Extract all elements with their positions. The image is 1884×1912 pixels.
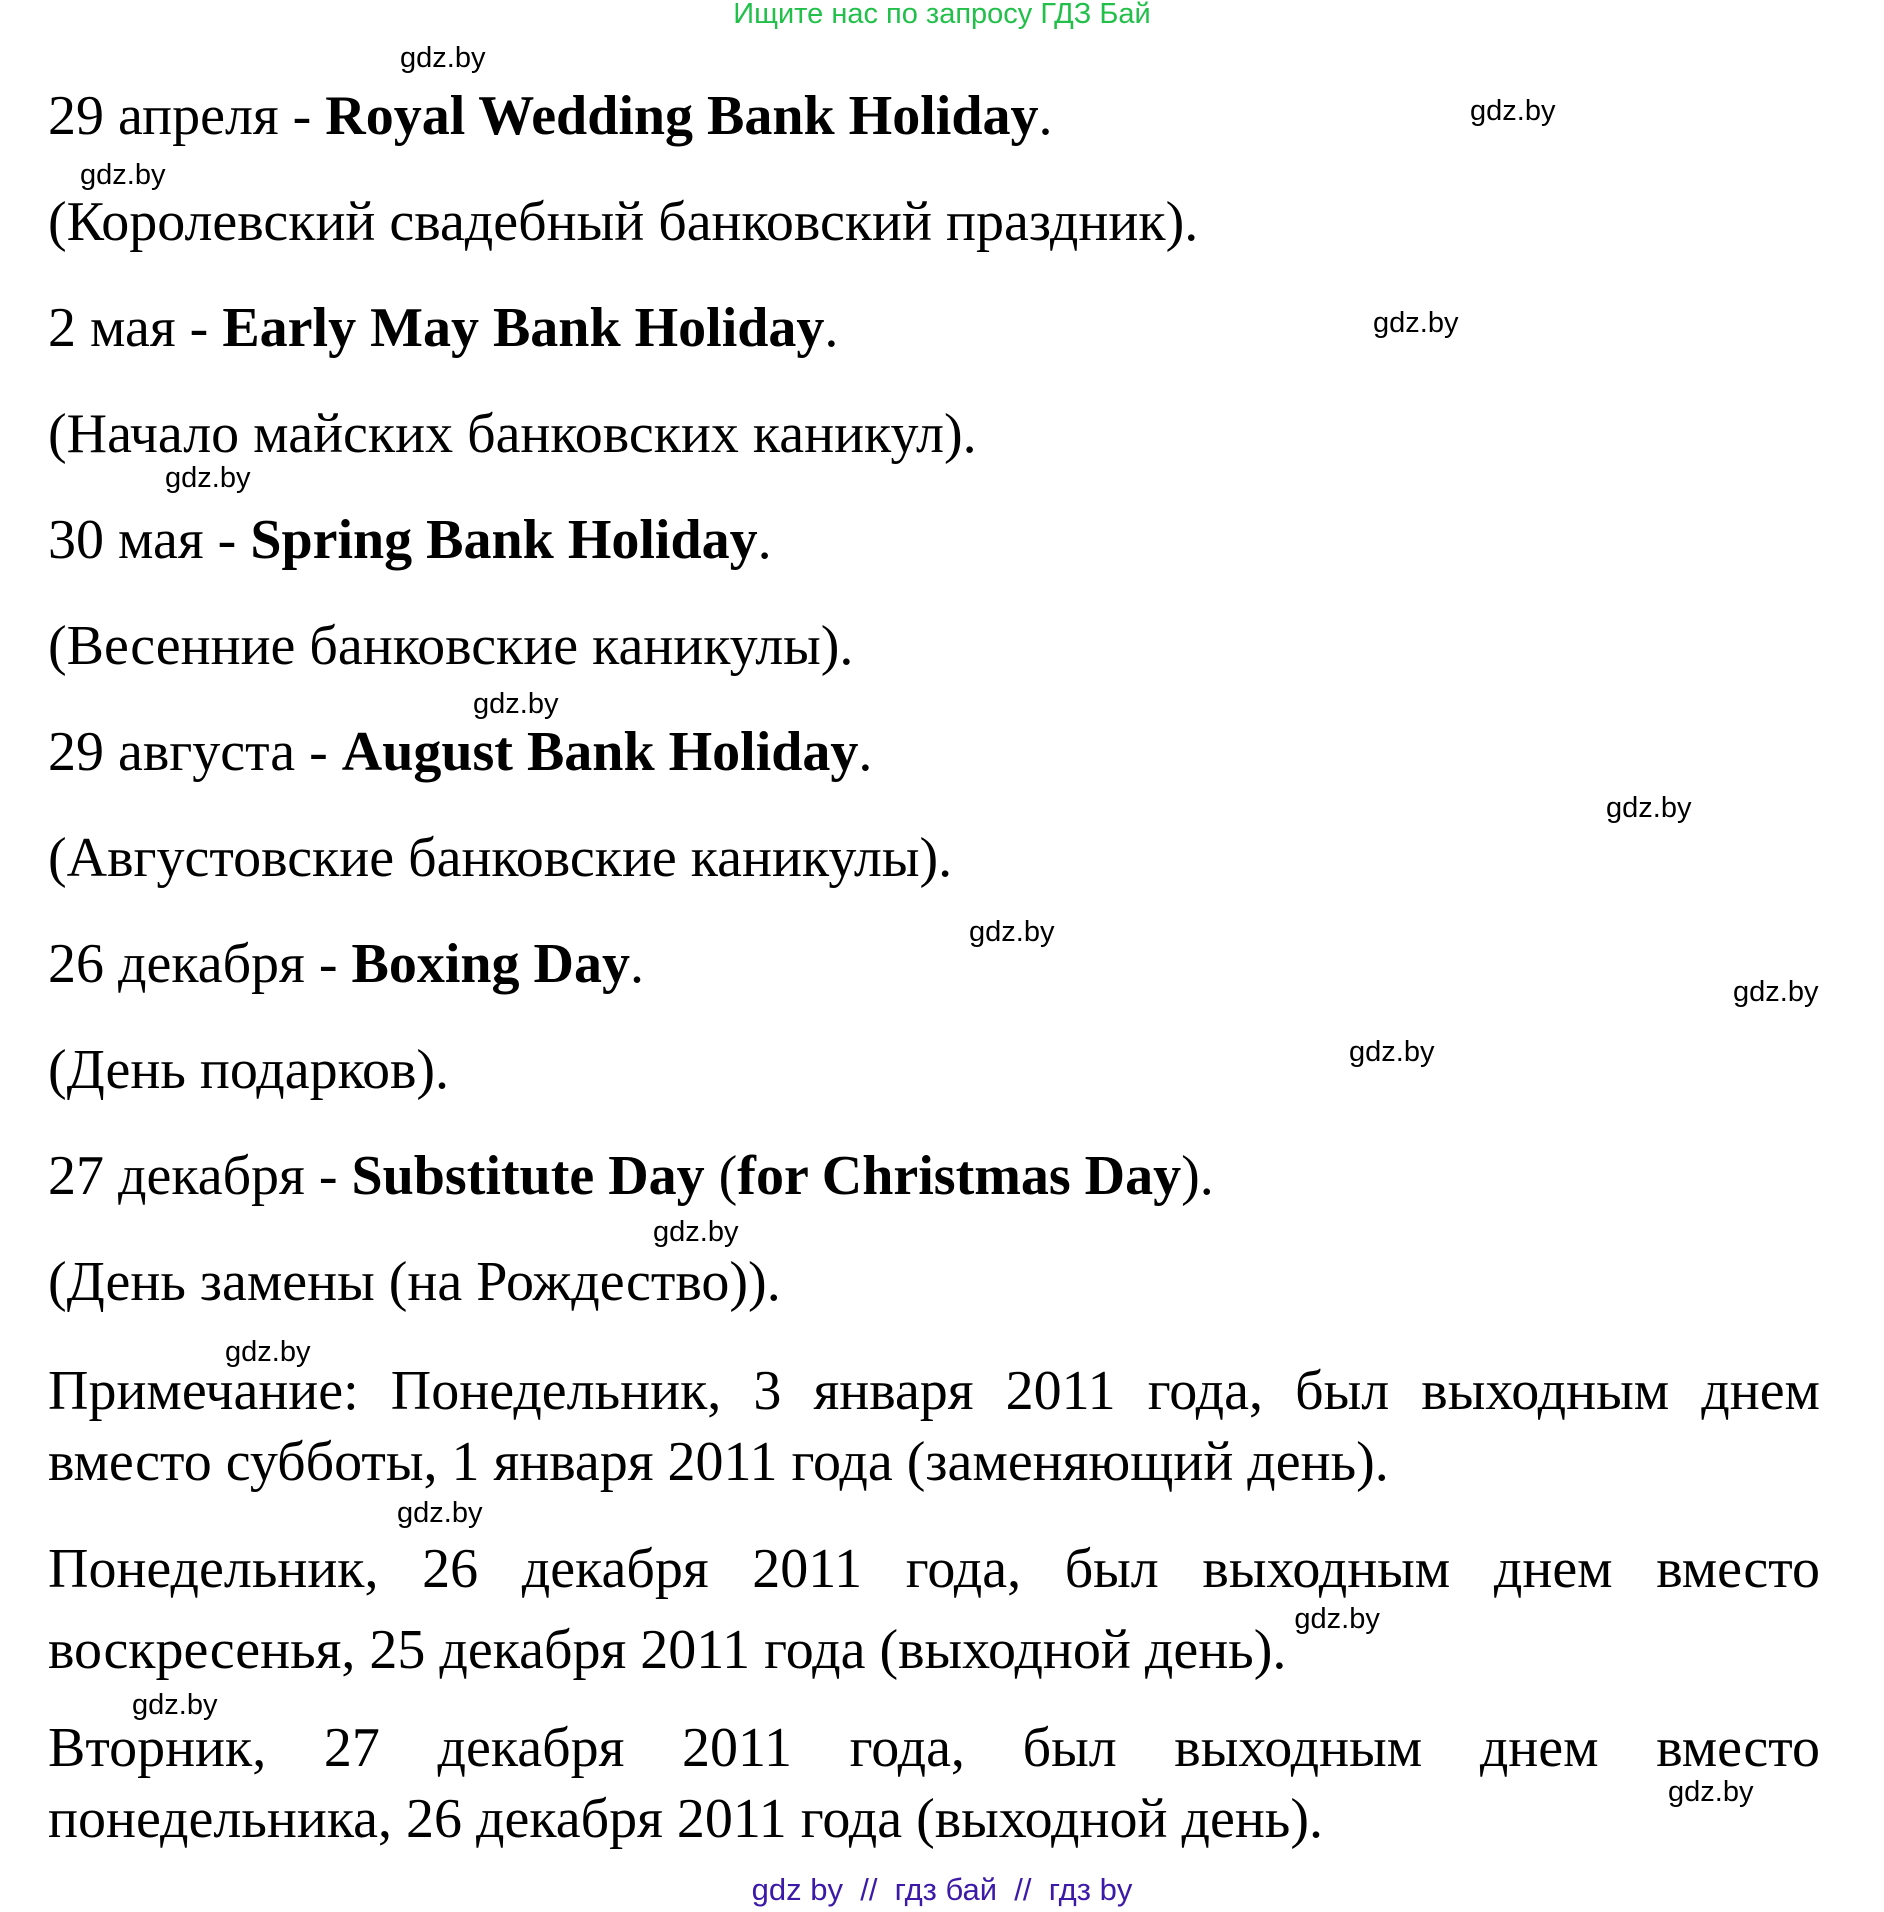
holiday-translation-4: (Августовские банковские каникулы). (48, 827, 953, 889)
watermark: gdz.by (1668, 1776, 1754, 1808)
holiday-name: Boxing Day (351, 933, 630, 995)
holiday-name: Royal Wedding Bank Holiday (325, 85, 1039, 147)
watermark: gdz.by (653, 1216, 739, 1248)
holiday-date: 27 декабря - (48, 1145, 352, 1207)
holiday-name: Early May Bank Holiday (222, 297, 825, 359)
watermark: gdz.by (400, 42, 486, 74)
watermark: gdz.by (969, 916, 1055, 948)
holiday-name: Substitute Day (351, 1145, 705, 1207)
watermark: gdz.by (80, 159, 166, 191)
watermark: gdz.by (132, 1689, 218, 1721)
holiday-date: 29 августа - (48, 721, 342, 783)
search-hint: Ищите нас по запросу ГДЗ Бай (733, 0, 1151, 30)
note-paragraph-1: Примечание: Понедельник, 3 января 2011 года, был выходным днем вместо субботы, 1 января 2011 года (заменяющий день). (48, 1360, 1820, 1493)
holiday-line-2 (48, 296, 838, 360)
holiday-end: ). (1181, 1145, 1214, 1207)
watermark: gdz.by (1733, 976, 1819, 1008)
holiday-translation-6: (День замены (на Рождество)). (48, 1251, 781, 1313)
holiday-paren: ( (704, 1145, 738, 1207)
watermark-inline: gdz.by (1294, 1603, 1380, 1635)
footer-banner: gdz by // гдз бай // гдз by (751, 1872, 1133, 1907)
watermark: gdz.by (473, 688, 559, 720)
note-paragraph-3: Вторник, 27 декабря 2011 года, был выходным днем вместо понедельника, 26 декабря 2011 года (выходной день). (48, 1717, 1820, 1850)
note-paragraph-2 (48, 1534, 1820, 1686)
watermark: gdz.by (1470, 95, 1556, 127)
holiday-line-6 (48, 1144, 1214, 1208)
holiday-date: 2 мая - (48, 297, 223, 359)
holiday-line-4 (48, 720, 872, 784)
holiday-date: 26 декабря - (48, 933, 352, 995)
note-text: Понедельник, 26 декабря 2011 года, был выходным днем вместо воскресенья, 25 декабря 2011 года (выходной день). (48, 1538, 1820, 1681)
holiday-end: . (824, 297, 839, 359)
holiday-line-5 (48, 932, 644, 996)
holiday-name-2: for Christmas Day (737, 1145, 1182, 1207)
watermark: gdz.by (1373, 307, 1459, 339)
holiday-end: . (858, 721, 873, 783)
holiday-end: . (1038, 85, 1053, 147)
holiday-translation-3: (Весенние банковские каникулы). (48, 615, 854, 677)
holiday-end: . (757, 509, 772, 571)
holiday-date: 30 мая - (48, 509, 251, 571)
holiday-translation-5: (День подарков). (48, 1039, 450, 1101)
holiday-line-3 (48, 508, 772, 572)
holiday-line-1 (48, 84, 1053, 148)
holiday-translation-1: (Королевский свадебный банковский праздник). (48, 191, 1199, 253)
holiday-name: August Bank Holiday (341, 721, 859, 783)
watermark: gdz.by (165, 462, 251, 494)
holiday-end: . (629, 933, 644, 995)
holiday-date: 29 апреля - (48, 85, 326, 147)
holiday-translation-2: (Начало майских банковских каникул). (48, 403, 977, 465)
holiday-name: Spring Bank Holiday (250, 509, 758, 571)
watermark: gdz.by (225, 1336, 311, 1368)
watermark: gdz.by (1349, 1036, 1435, 1068)
watermark: gdz.by (1606, 792, 1692, 824)
watermark: gdz.by (397, 1497, 483, 1529)
